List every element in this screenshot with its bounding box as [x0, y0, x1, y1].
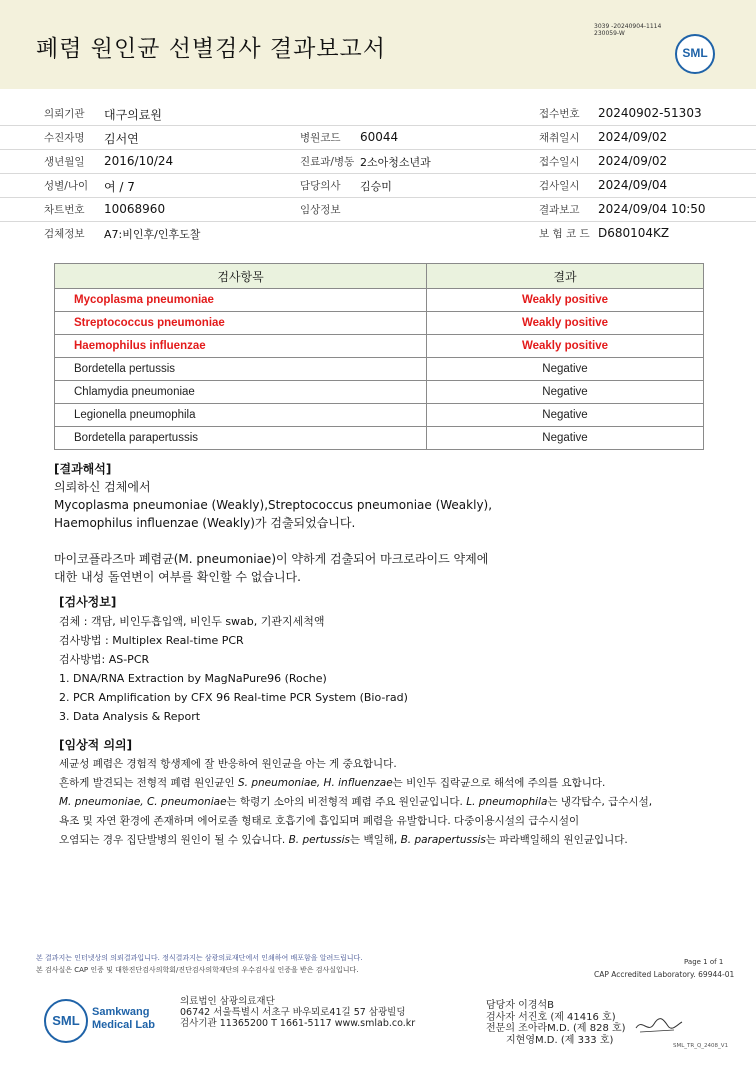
chart-no-value: 10068960	[104, 202, 166, 216]
sml-logo-icon	[675, 34, 715, 74]
org-name-en	[92, 1006, 155, 1032]
collect-date-value: 2024/09/02	[598, 130, 668, 144]
info-row	[0, 149, 756, 174]
birth-value: 2016/10/24	[104, 154, 174, 168]
notice-line: 본 결과지는 인터넷상의 의뢰결과입니다. 정식결과지는 삼광의료재단에서 인쇄하여 배포함을 알려드립니다.	[36, 954, 363, 962]
test-info-line: 3. Data Analysis & Report	[59, 710, 201, 723]
clinical-info-label: 임상정보	[300, 204, 341, 216]
results-table	[54, 263, 704, 450]
test-result: Negative	[427, 427, 704, 450]
test-item: Legionella pneumophila	[55, 404, 427, 427]
sml-logo-text: SML	[682, 46, 708, 60]
interpretation-line: Haemophilus influenzae (Weakly)가 검출되었습니다.	[54, 516, 356, 530]
test-date-value: 2024/09/04	[598, 178, 668, 192]
page-number: Page 1 of 1	[684, 958, 724, 966]
test-result: Negative	[427, 381, 704, 404]
specimen-value: A7:비인후/인후도찰	[104, 228, 201, 241]
species-name: L. pneumophila	[466, 796, 548, 808]
document-number	[594, 23, 661, 37]
doctor-value: 김승미	[360, 180, 392, 193]
clinical-line	[59, 831, 652, 850]
interpretation-title: [결과해석]	[54, 462, 112, 476]
notice-line: 본 검사실은 CAP 인증 및 대한진단검사의학회/진단검사의학재단의 우수검사실 인증을 받은 검사실입니다.	[36, 966, 359, 974]
clinical-text: 는 냉각탑수, 급수시설,	[547, 796, 653, 808]
clinical-text: 는 파라백일해의 원인균입니다.	[485, 834, 628, 846]
test-info-line: 검사방법: AS-PCR	[59, 653, 150, 666]
address-line: 06742 서울특별시 서초구 바우뫼로41길 57 삼광빌딩	[180, 1007, 406, 1018]
test-item: Mycoplasma pneumoniae	[55, 289, 427, 312]
staff-line: 전문의 조아라M.D. (제 828 호)	[486, 1023, 626, 1034]
hospital-code-label: 병원코드	[300, 132, 341, 144]
receipt-no-value: 20240902-51303	[598, 106, 702, 120]
report-date-value: 2024/09/04 10:50	[598, 202, 706, 216]
table-row	[55, 289, 704, 312]
report-title: 폐렴 원인균 선별검사 결과보고서	[36, 36, 386, 62]
patient-name-value: 김서연	[104, 132, 139, 146]
test-item: Bordetella parapertussis	[55, 427, 427, 450]
clinical-line: 세균성 폐렴은 경험적 항생제에 잘 반응하여 원인균을 아는 게 중요합니다.	[59, 758, 397, 770]
table-row	[55, 312, 704, 335]
result-header: 결과	[427, 264, 704, 289]
footer-notice	[36, 954, 363, 974]
staff-signatures	[486, 1000, 626, 1046]
specimen-label: 검체정보	[44, 228, 85, 240]
dept-value: 2소아청소년과	[360, 156, 431, 169]
staff-line: 지현영M.D. (제 333 호)	[506, 1034, 614, 1046]
test-item: Streptococcus pneumoniae	[55, 312, 427, 335]
institution-value: 대구의료원	[104, 108, 162, 122]
address-line: 검사기관 11365200 T 1661-5117 www.smlab.co.kr	[180, 1018, 416, 1029]
clinical-text: 오염되는 경우 집단발병의 원인이 될 수 있습니다.	[59, 834, 289, 846]
clinical-significance-title: [임상적 의의]	[59, 738, 133, 752]
birth-label: 생년월일	[44, 156, 85, 168]
test-item: Haemophilus influenzae	[55, 335, 427, 358]
receipt-date-value: 2024/09/02	[598, 154, 668, 168]
collect-date-label: 채취일시	[539, 132, 580, 144]
test-info-title: [검사정보]	[59, 595, 117, 609]
patient-name-label: 수진자명	[44, 132, 85, 144]
receipt-date-label: 접수일시	[539, 156, 580, 168]
test-item: Chlamydia pneumoniae	[55, 381, 427, 404]
test-info-line: 1. DNA/RNA Extraction by MagNaPure96 (Roche)	[59, 672, 327, 685]
form-code: SML_TR_Q_2408_V1	[673, 1043, 729, 1049]
clinical-significance-section	[59, 736, 652, 850]
dept-label: 진료과/병동	[300, 156, 355, 168]
cap-accreditation: CAP Accredited Laboratory. 69944-01	[594, 970, 735, 979]
sml-footer-logo-text: SML	[52, 1013, 80, 1028]
test-date-label: 검사일시	[539, 180, 580, 192]
interpretation-line: 마이코플라즈마 폐렴균(M. pneumoniae)이 약하게 검출되어 마크로라이드 약제에	[54, 552, 489, 566]
sex-age-label: 성별/나이	[44, 180, 89, 192]
interpretation-line: 의뢰하신 검체에서	[54, 480, 151, 494]
test-item: Bordetella pertussis	[55, 358, 427, 381]
test-result: Weakly positive	[427, 289, 704, 312]
clinical-text: 흔하게 발견되는 전형적 폐렴 원인균인	[59, 777, 238, 789]
staff-line: 검사자 서진호 (제 41416 호)	[486, 1011, 616, 1023]
signature-icon	[634, 1014, 684, 1038]
org-address	[180, 996, 415, 1029]
doctor-label: 담당의사	[300, 180, 341, 192]
clinical-line	[59, 774, 652, 793]
insurance-code-value: D680104KZ	[598, 226, 670, 240]
table-row	[55, 427, 704, 450]
test-result: Negative	[427, 404, 704, 427]
table-row	[55, 358, 704, 381]
test-result: Weakly positive	[427, 335, 704, 358]
species-name: M. pneumoniae, C. pneumoniae	[59, 796, 227, 808]
spacer	[54, 532, 492, 550]
clinical-text: 는 백일해,	[349, 834, 401, 846]
report-date-label: 결과보고	[539, 204, 580, 216]
clinical-text: 는 비인두 집락균으로 해석에 주의를 요합니다.	[392, 777, 606, 789]
test-info-line: 2. PCR Amplification by CFX 96 Real-time PCR System (Bio-rad)	[59, 691, 408, 704]
info-row	[0, 197, 756, 222]
test-info-line: 검체 : 객담, 비인두흡입액, 비인두 swab, 기관지세척액	[59, 615, 325, 628]
test-item-header: 검사항목	[55, 264, 427, 289]
interpretation-line: Mycoplasma pneumoniae (Weakly),Streptococcus pneumoniae (Weakly),	[54, 498, 493, 512]
hospital-code-value: 60044	[360, 130, 399, 144]
interpretation-section	[54, 460, 492, 586]
test-info-line: 검사방법 : Multiplex Real-time PCR	[59, 634, 244, 647]
receipt-no-label: 접수번호	[539, 108, 580, 120]
org-name-line: Medical Lab	[92, 1019, 155, 1031]
table-row	[55, 335, 704, 358]
clinical-line: 욕조 및 자연 환경에 존재하며 에어로졸 형태로 호흡기에 흡입되며 폐렴을 유발합니다. 다중이용시설의 급수시설이	[59, 815, 580, 827]
chart-no-label: 차트번호	[44, 204, 85, 216]
test-info-section	[59, 593, 408, 726]
insurance-code-label: 보 험 코 드	[539, 228, 590, 240]
sml-footer-logo-icon	[44, 999, 88, 1043]
results-header-row	[55, 264, 704, 289]
table-row	[55, 404, 704, 427]
species-name: B. parapertussis	[400, 834, 486, 846]
test-result: Negative	[427, 358, 704, 381]
report-header	[0, 0, 756, 89]
document-number-line-2: 230059-W	[594, 30, 625, 37]
interpretation-line: 대한 내성 돌연변이 여부를 확인할 수 없습니다.	[54, 570, 301, 584]
address-line: 의료법인 삼광의료재단	[180, 996, 275, 1007]
info-row	[0, 173, 756, 198]
institution-label: 의뢰기관	[44, 108, 85, 120]
clinical-text: 는 학령기 소아의 비전형적 폐렴 주요 원인균입니다.	[226, 796, 467, 808]
species-name: S. pneumoniae, H. influenzae	[237, 777, 393, 789]
test-result: Weakly positive	[427, 312, 704, 335]
table-row	[55, 381, 704, 404]
sex-age-value: 여 / 7	[104, 180, 135, 194]
document-number-line-1: 3039 -20240904-1114	[594, 23, 662, 30]
info-row	[0, 101, 756, 126]
species-name: B. pertussis	[288, 834, 350, 846]
info-row	[0, 125, 756, 150]
info-row	[0, 221, 756, 245]
staff-line: 담당자 이경석B	[486, 1000, 554, 1011]
org-name-line: Samkwang	[92, 1006, 150, 1018]
clinical-line	[59, 793, 652, 812]
